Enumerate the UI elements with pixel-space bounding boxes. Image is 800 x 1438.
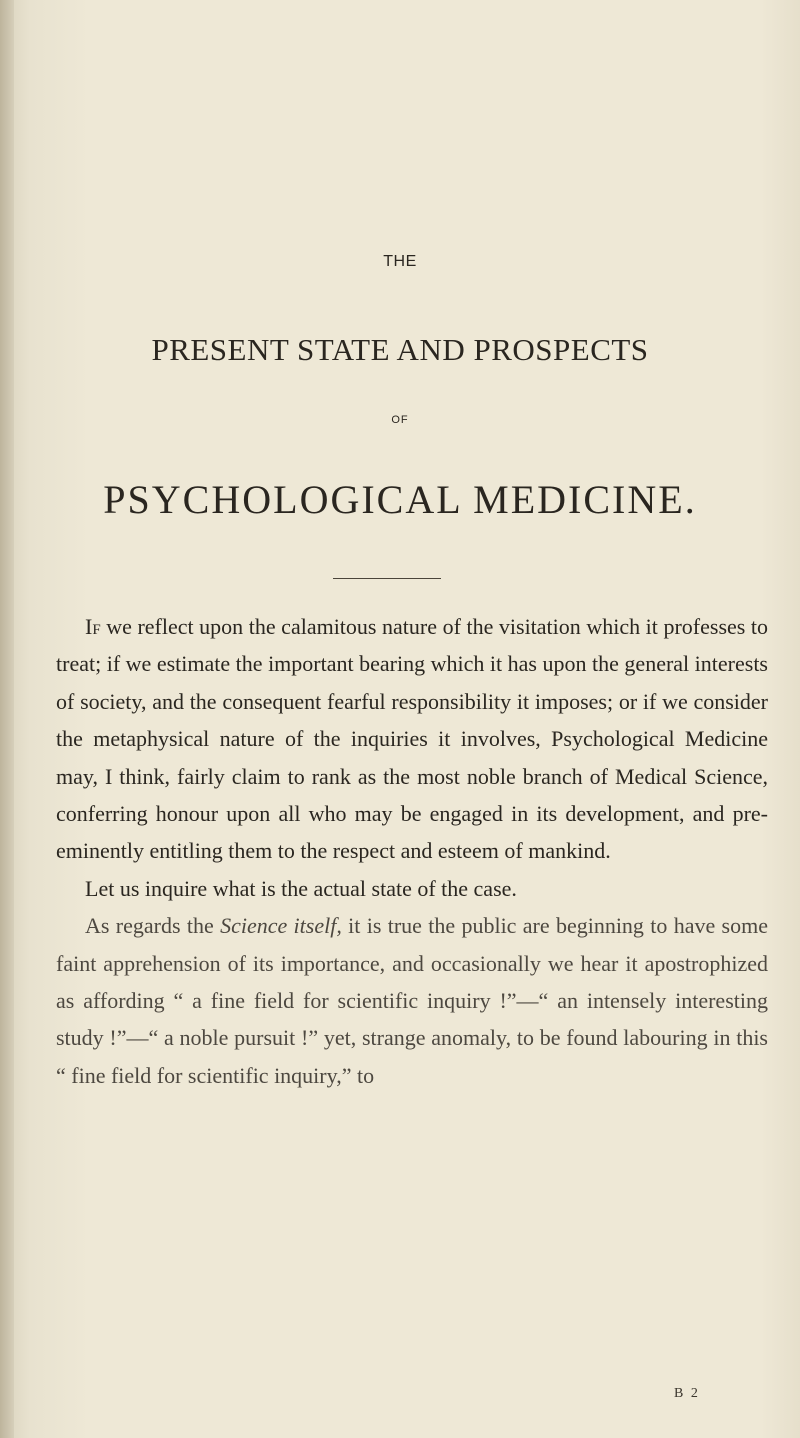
paragraph-1-text: we reflect upon the calamitous nature of the visitation which it professes to treat; if we estimate the important bearing which it has upon the general interests of society, and the consequent fearful responsibility it imposes; or if we consider the metaphysical nature of the inquiries it involves, Psychological Medicine may, I think, fairly claim to rank as the most noble branch of Medical Science, conferring honour upon all who may be engaged in its development, and pre-eminently entitling them to the respect and esteem of mankind. bbox=[56, 614, 768, 864]
paragraph-3-after: it is true the public are beginning to have some faint apprehension of its importance, and occasionally we hear it apostrophized as affording “ a fine field for scientific inquiry !”—“ an intensely interesting study !”—“ a noble pursuit !” yet, strange anomaly, to be found labouring in this “ fine field for scientific inquiry,” to bbox=[56, 913, 768, 1088]
paragraph-3-before: As regards the bbox=[85, 913, 221, 939]
title-rule bbox=[333, 578, 441, 579]
paragraph-2 bbox=[56, 870, 768, 907]
signature-mark: B 2 bbox=[674, 1386, 700, 1401]
paragraph-3-italic: Science itself, bbox=[220, 913, 342, 939]
paragraph-1-dropcap: If bbox=[85, 614, 101, 639]
paragraph-3 bbox=[56, 907, 768, 1094]
body-text bbox=[56, 608, 768, 1094]
paragraph-2-text: Let us inquire what is the actual state of the case. bbox=[85, 875, 517, 901]
title-of: OF bbox=[391, 414, 409, 426]
paragraph-1 bbox=[56, 608, 768, 870]
title-the: THE bbox=[383, 253, 417, 270]
title-subject: PSYCHOLOGICAL MEDICINE. bbox=[103, 477, 697, 522]
spine-shadow bbox=[0, 0, 14, 1438]
title-main: PRESENT STATE AND PROSPECTS bbox=[151, 332, 649, 367]
